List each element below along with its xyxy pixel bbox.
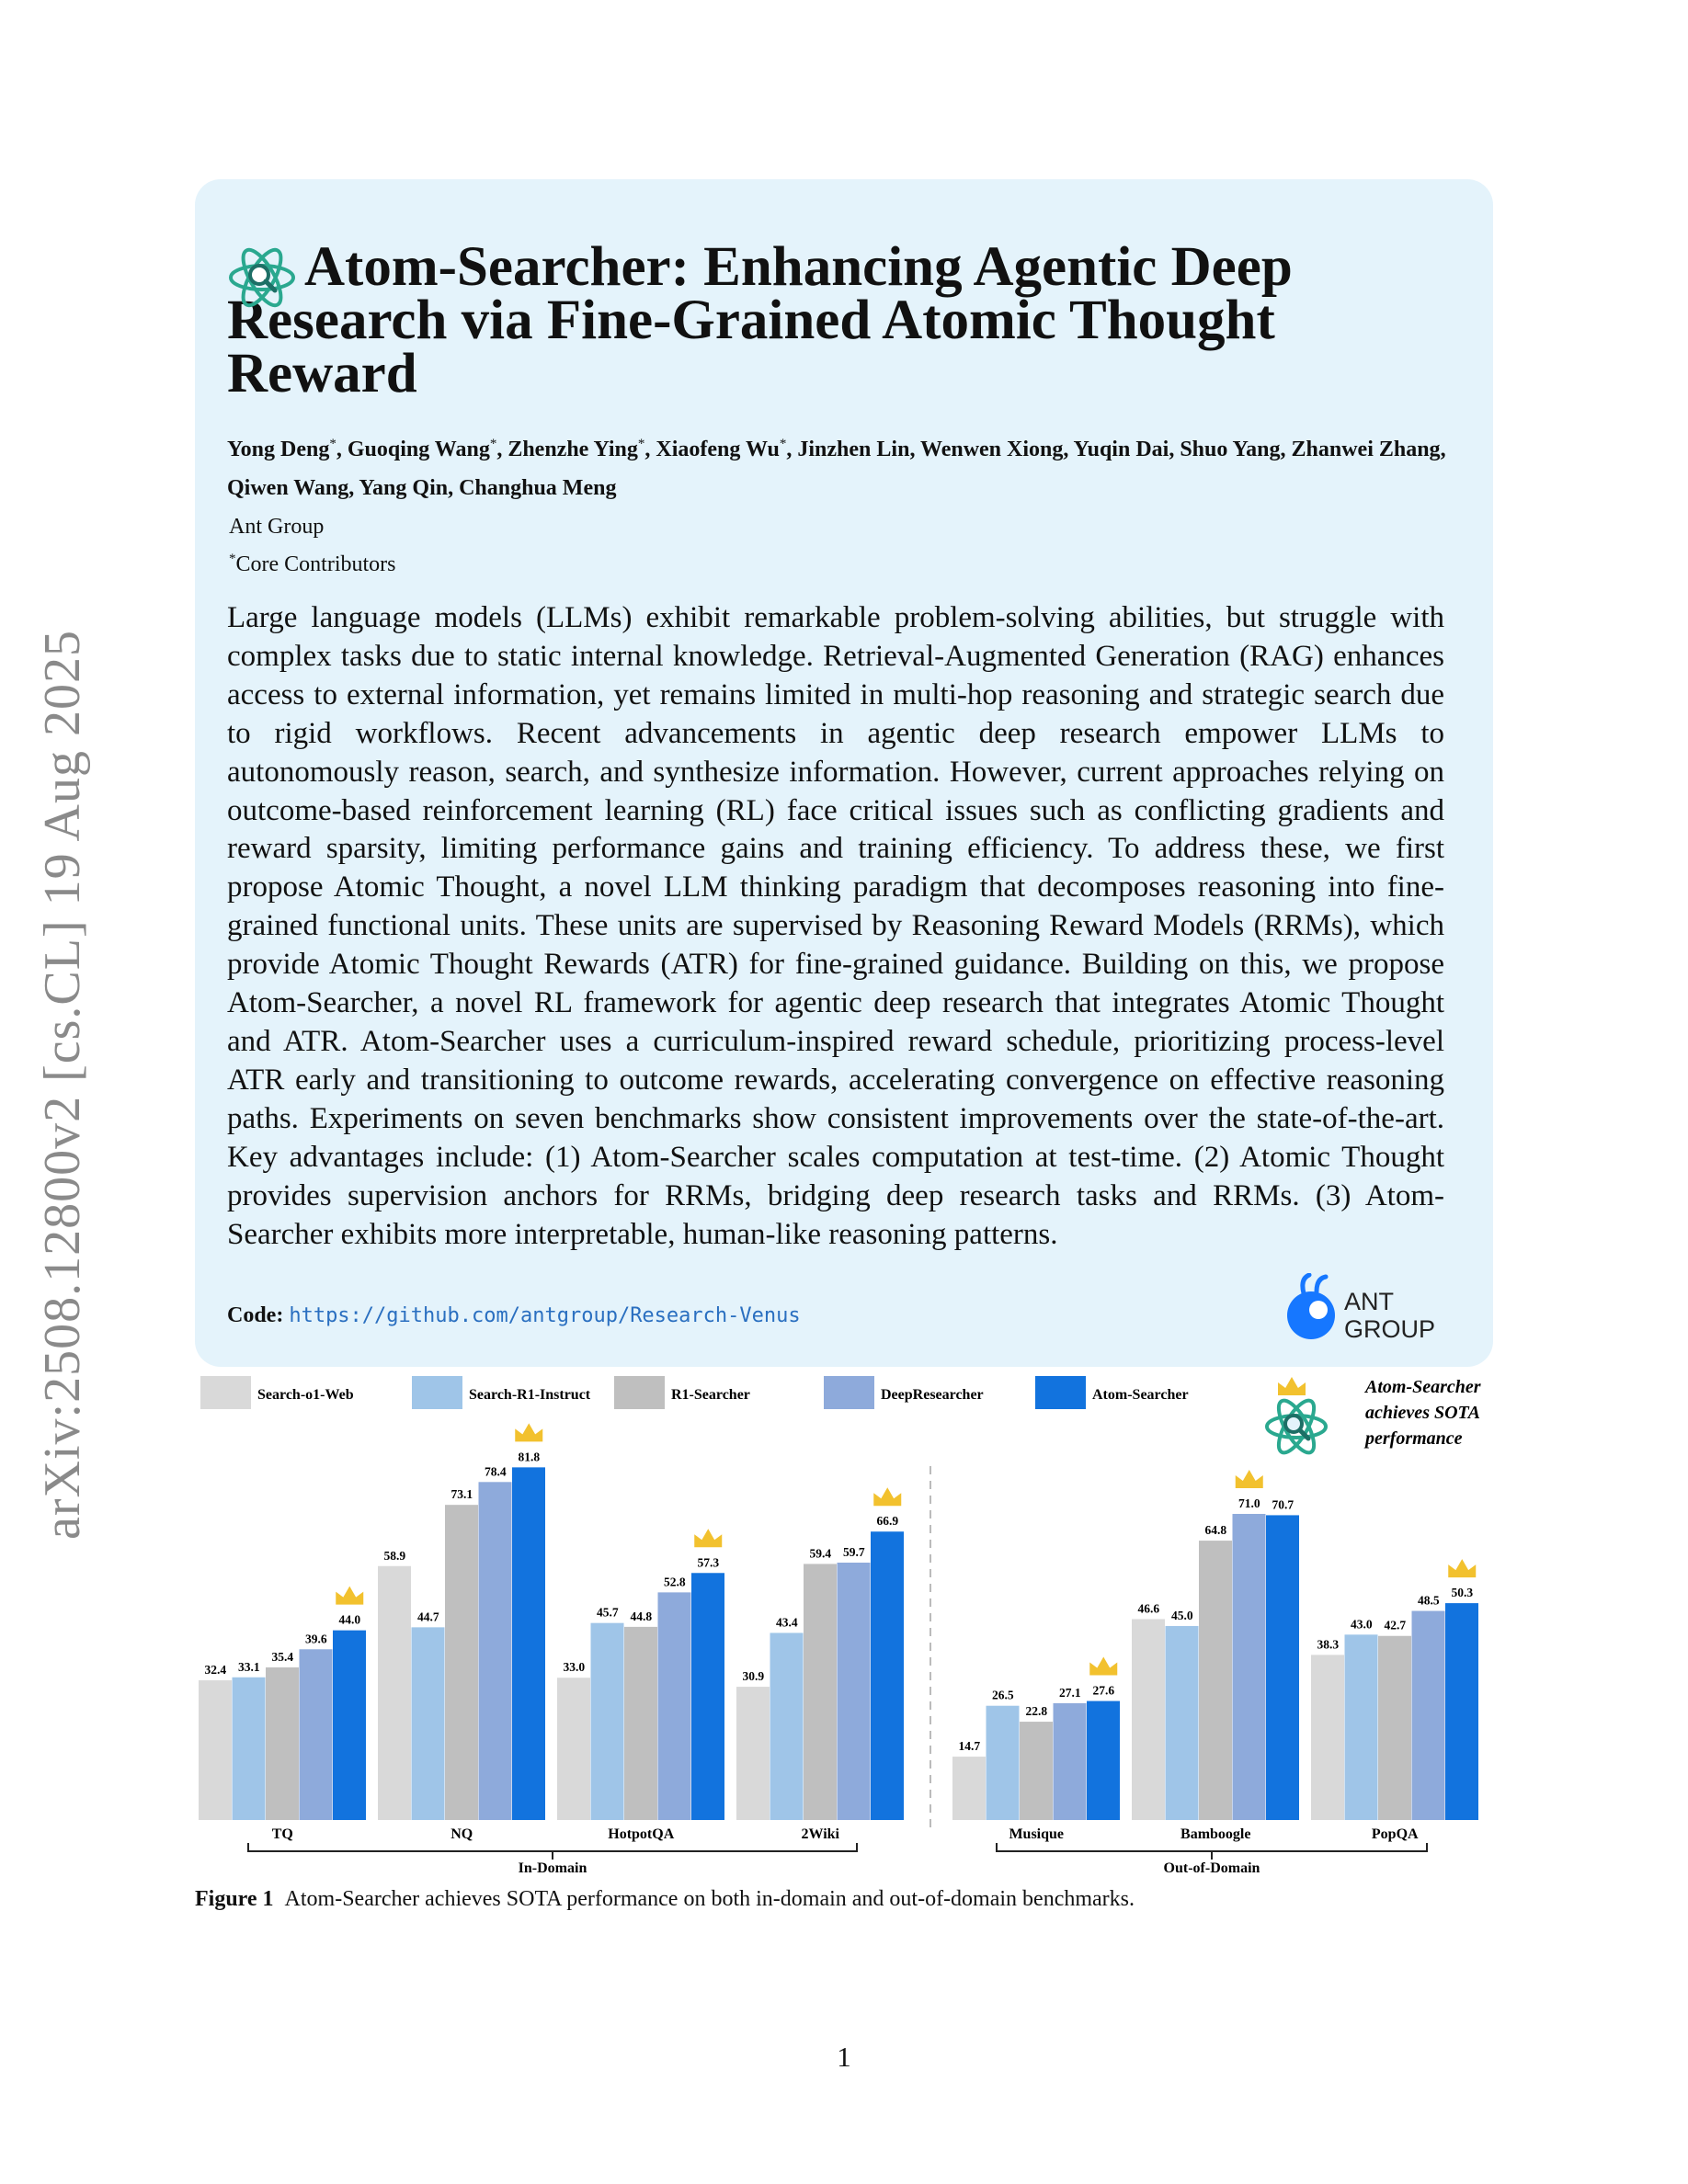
bar-value-label: 39.6 [304, 1632, 327, 1646]
bar [333, 1631, 366, 1820]
crown-icon [873, 1487, 901, 1506]
bar-value-label: 52.8 [663, 1575, 686, 1589]
core-contributors-note: *Core Contributors [229, 552, 396, 576]
bar [871, 1531, 904, 1820]
benchmark-bar-chart [184, 1365, 1504, 1880]
author-name: Shuo Yang [1180, 438, 1281, 461]
bar [1233, 1514, 1266, 1820]
bar [266, 1667, 299, 1820]
bar-value-label: 64.8 [1204, 1523, 1227, 1538]
bar [624, 1627, 657, 1820]
ant-logo-line1: ANT [1344, 1288, 1394, 1315]
bar-value-label: 27.1 [1058, 1685, 1081, 1700]
bar [445, 1505, 478, 1820]
bar-value-label: 14.7 [958, 1739, 981, 1754]
figure-caption [195, 1887, 1135, 1912]
bar-value-label: 44.0 [338, 1612, 361, 1627]
annotation-text: Atom-Searcher [1365, 1377, 1481, 1397]
bar [1412, 1611, 1445, 1820]
author-name: Xiaofeng Wu* [656, 437, 787, 461]
crown-icon [1089, 1657, 1117, 1676]
bar-value-label: 38.3 [1317, 1637, 1340, 1652]
paper-title: Atom-Searcher: Enhancing Agentic Deep Research via Fine-Grained Atomic Thought Reward [227, 236, 1293, 404]
bar-value-label: 44.8 [630, 1609, 653, 1623]
bar [591, 1623, 624, 1820]
bar [1054, 1703, 1087, 1820]
bar [1378, 1636, 1411, 1820]
atom-logo-icon [227, 243, 297, 313]
code-link-line [227, 1303, 801, 1328]
bar-value-label: 27.6 [1092, 1683, 1115, 1698]
author-name: Qiwen Wang [227, 476, 349, 500]
group-label: Out-of-Domain [1163, 1860, 1260, 1876]
bar-value-label: 78.4 [484, 1464, 507, 1479]
bar-value-label: 22.8 [1025, 1704, 1048, 1719]
bar-value-label: 73.1 [451, 1487, 473, 1502]
group-brace [997, 1843, 1427, 1860]
bar [300, 1649, 333, 1820]
bar-value-label: 46.6 [1137, 1601, 1160, 1616]
bar-value-label: 43.4 [775, 1615, 798, 1630]
bar-value-label: 33.0 [563, 1660, 586, 1675]
bar-value-label: 30.9 [742, 1669, 765, 1684]
bar-value-label: 26.5 [991, 1688, 1014, 1702]
bar [1087, 1701, 1120, 1820]
author-name: Yang Qin [359, 476, 449, 500]
bar-value-label: 44.7 [416, 1610, 439, 1624]
crown-icon [1278, 1377, 1306, 1395]
legend-label: Search-o1-Web [257, 1387, 354, 1403]
author-name: Yong Deng* [227, 437, 336, 461]
bar [1166, 1626, 1199, 1820]
group-label: In-Domain [518, 1860, 587, 1876]
bar [199, 1680, 232, 1820]
legend-label: R1-Searcher [671, 1387, 750, 1403]
bar [233, 1678, 266, 1820]
annotation-text: performance [1365, 1428, 1463, 1449]
ant-logo-line2: GROUP [1344, 1315, 1436, 1343]
bar [1199, 1541, 1232, 1820]
author-name: Wenwen Xiong [920, 438, 1064, 461]
bar [512, 1467, 545, 1820]
bar [987, 1706, 1020, 1820]
bar [1345, 1634, 1378, 1820]
bar [1020, 1722, 1053, 1820]
author-name: Changhua Meng [459, 476, 617, 500]
figure-caption-text: Atom-Searcher achieves SOTA performance on both in-domain and out-of-domain benchmarks. [284, 1887, 1135, 1911]
bar-value-label: 50.3 [1451, 1586, 1474, 1600]
crown-icon [1448, 1559, 1476, 1577]
legend-swatch [824, 1376, 874, 1409]
affiliation: Ant Group [229, 515, 325, 539]
legend-label: DeepResearcher [881, 1387, 984, 1403]
category-label: Musique [1009, 1826, 1065, 1842]
author-name: Guoqing Wang* [347, 437, 497, 461]
legend-swatch [200, 1376, 251, 1409]
crown-icon [1236, 1470, 1263, 1488]
bar-value-label: 45.7 [596, 1605, 619, 1620]
bar-value-label: 58.9 [383, 1548, 406, 1563]
category-label: Bamboogle [1180, 1826, 1251, 1842]
author-name: Zhenzhe Ying* [508, 437, 645, 461]
crown-icon [515, 1423, 542, 1441]
bar [952, 1757, 986, 1820]
bar-value-label: 57.3 [697, 1555, 720, 1570]
bar [658, 1592, 691, 1820]
bar-value-label: 81.8 [518, 1450, 541, 1464]
bar [770, 1632, 804, 1820]
abstract: Large language models (LLMs) exhibit remarkable problem-solving abilities, but struggle with complex tasks due to static internal knowledge. Retrieval-Augmented Generation (RAG) enhances access to external information, yet remains limited in multi-hop reasoning and strategic search due to rigid workflows. Recent advancements in agentic deep research empower LLMs to autonomously reason, search, and synthesize information. However, current approaches relying on outcome-based reinforcement learning (RL) face critical issues such as conflicting gradients and reward sparsity, limiting performance gains and training efficiency. To address these, we first propose Atomic Thought, a novel LLM thinking paradigm that decomposes reasoning into fine-grained functional units. These units are supervised by Reasoning Reward Models (RRMs), which provide Atomic Thought Rewards (ATR) for fine-grained guidance. Building on this, we propose Atom-Searcher, a novel RL framework for agentic deep research that integrates Atomic Thought and ATR. Atom-Searcher uses a curriculum-inspired reward schedule, prioritizing process-level ATR early and transitioning to outcome rewards, accelerating convergence on effective reasoning paths. Experiments on seven benchmarks show consistent improvements over the state-of-the-art. Key advantages include: (1) Atom-Searcher scales computation at test-time. (2) Atomic Thought provides supervision anchors for RRMs, bridging deep research tasks and RRMs. (3) Atom-Searcher exhibits more interpretable, human-like reasoning patterns. [227, 601, 1444, 1251]
bar-value-label: 66.9 [876, 1514, 899, 1529]
author-list: Yong Deng*, Guoqing Wang*, Zhenzhe Ying*, Xiaofeng Wu*, Jinzhen Lin, Wenwen Xiong, Yuqin Dai, Shuo Yang, Zhanwei Zhang, Qiwen Wang, Yang Qin, Changhua Meng [227, 437, 1446, 500]
bar [691, 1573, 724, 1820]
crown-icon [694, 1529, 722, 1547]
bar-value-label: 48.5 [1417, 1593, 1440, 1608]
group-brace [248, 1843, 857, 1860]
category-label: HotpotQA [608, 1826, 675, 1842]
bar-value-label: 35.4 [271, 1649, 294, 1664]
bar [1445, 1603, 1478, 1820]
category-label: NQ [451, 1826, 473, 1842]
crown-icon [336, 1587, 363, 1605]
category-label: 2Wiki [801, 1826, 839, 1842]
legend-swatch [614, 1376, 665, 1409]
bar-value-label: 71.0 [1237, 1496, 1260, 1511]
bar-value-label: 33.1 [237, 1659, 260, 1674]
bar [412, 1627, 445, 1820]
bar [736, 1687, 770, 1820]
page-number: 1 [837, 2041, 851, 2073]
code-label: Code: [227, 1303, 284, 1327]
bar-value-label: 42.7 [1384, 1618, 1407, 1632]
category-label: PopQA [1371, 1826, 1419, 1842]
legend-swatch [1035, 1376, 1086, 1409]
legend-label: Search-R1-Instruct [469, 1387, 591, 1403]
ant-group-logo [1283, 1273, 1467, 1347]
bar [557, 1678, 590, 1820]
bar-value-label: 43.0 [1350, 1617, 1373, 1632]
bar-value-label: 70.7 [1272, 1497, 1295, 1512]
legend-label: Atom-Searcher [1092, 1387, 1189, 1403]
author-name: Jinzhen Lin [797, 438, 910, 461]
arxiv-stamp: arXiv:2508.12800v2 [cs.CL] 19 Aug 2025 [34, 630, 91, 1540]
bar [1266, 1515, 1299, 1820]
bar-value-label: 59.7 [842, 1545, 865, 1560]
bar-value-label: 32.4 [204, 1663, 227, 1678]
bar-value-label: 45.0 [1170, 1608, 1193, 1622]
code-url-link[interactable]: https://github.com/antgroup/Research-Venus [289, 1304, 801, 1327]
bar [804, 1564, 837, 1820]
bar [1311, 1655, 1344, 1820]
title-block [227, 236, 1477, 404]
category-label: TQ [271, 1826, 293, 1842]
bar [838, 1563, 871, 1820]
bar-value-label: 59.4 [809, 1546, 832, 1561]
legend-swatch [412, 1376, 462, 1409]
annotation-text: achieves SOTA [1365, 1403, 1480, 1423]
bar [378, 1566, 411, 1820]
figure-label: Figure 1 [195, 1887, 274, 1911]
author-name: Zhanwei Zhang [1291, 438, 1441, 461]
author-name: Yuqin Dai [1073, 438, 1169, 461]
bar [479, 1482, 512, 1820]
bar [1132, 1619, 1165, 1820]
